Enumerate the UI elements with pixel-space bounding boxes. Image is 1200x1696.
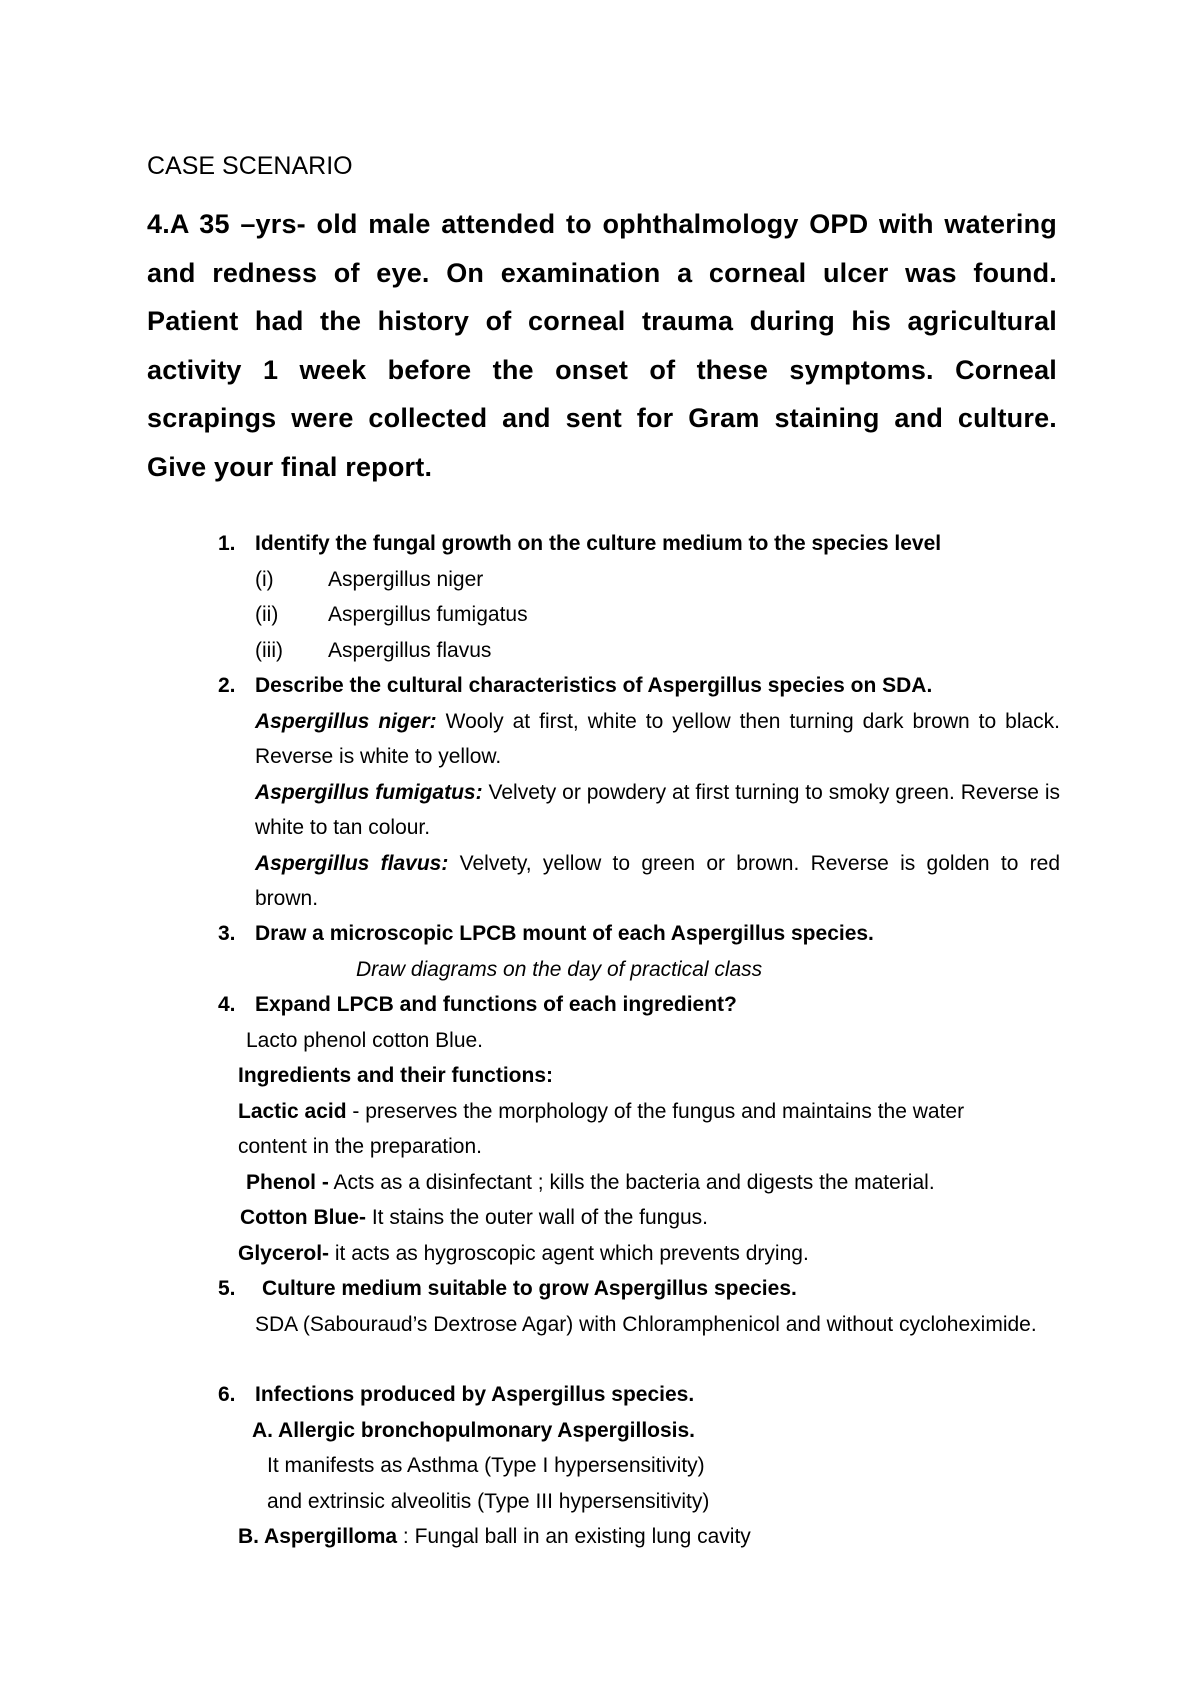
option-number: (ii) xyxy=(255,603,279,626)
ingredient-label: Lactic acid xyxy=(238,1099,347,1123)
ingredient-function: It stains the outer wall of the fungus. xyxy=(365,1206,709,1229)
infection-a-line: and extrinsic alveolitis (Type III hypersensitivity) xyxy=(267,1489,710,1513)
question-number: 1. xyxy=(218,532,236,555)
ingredients-heading: Ingredients and their functions: xyxy=(238,1064,554,1087)
question-number: 2. xyxy=(218,674,236,697)
phenol-line xyxy=(246,1165,935,1201)
question-4 xyxy=(0,987,1200,1271)
list-item xyxy=(0,633,1200,669)
infection-b-text: : Fungal ball in an existing lung cavity xyxy=(397,1525,751,1548)
species-description: Velvety, yellow to green or brown. Reverse is golden to red brown. xyxy=(255,851,1061,910)
cotton-blue-line xyxy=(240,1200,708,1236)
question-text: Draw a microscopic LPCB mount of each Aspergillus species. xyxy=(255,922,874,945)
page-heading: CASE SCENARIO xyxy=(147,152,353,180)
option-number: (i) xyxy=(255,567,274,591)
list-item xyxy=(0,597,1200,633)
ingredient-label: Glycerol- xyxy=(238,1241,330,1265)
option-text: Aspergillus flavus xyxy=(328,638,492,662)
question-text: Describe the cultural characteristics of Aspergillus species on SDA. xyxy=(255,674,933,697)
infection-a-line: It manifests as Asthma (Type I hypersensitivity) xyxy=(267,1454,705,1477)
list-item xyxy=(0,562,1200,598)
ingredient-label: Cotton Blue- xyxy=(240,1206,366,1229)
question-number: 6. xyxy=(218,1383,236,1406)
question-text: Identify the fungal growth on the culture medium to the species level xyxy=(255,532,942,555)
glycerol-line xyxy=(238,1236,809,1272)
species-label: Aspergillus fumigatus: xyxy=(255,780,483,804)
ingredient-function: Acts as a disinfectant ; kills the bacteria and digests the material. xyxy=(328,1170,935,1194)
option-text: Aspergillus niger xyxy=(328,567,484,591)
ingredient-function-continued: content in the preparation. xyxy=(238,1135,483,1158)
ingredient-function: it acts as hygroscopic agent which prevents drying. xyxy=(329,1241,809,1265)
species-description: Velvety or powdery at first turning to smoky green. Reverse is white to tan colour. xyxy=(255,780,1061,839)
question-2 xyxy=(0,668,1200,917)
question-1 xyxy=(0,526,1200,668)
answer-paragraph-flavus xyxy=(255,846,1060,917)
answer-paragraph: SDA (Sabouraud’s Dextrose Agar) with Chloramphenicol and without cycloheximide. xyxy=(255,1312,1037,1336)
species-label: Aspergillus flavus: xyxy=(255,851,449,875)
infection-b-line xyxy=(238,1519,751,1555)
answer-text: Draw diagrams on the day of practical class xyxy=(356,957,763,981)
lpcb-expansion: Lacto phenol cotton Blue. xyxy=(246,1028,484,1052)
question-6 xyxy=(0,1377,1200,1555)
infection-b-label: B. Aspergilloma xyxy=(238,1525,398,1548)
question-number: 5. xyxy=(218,1277,236,1300)
option-number: (iii) xyxy=(255,638,283,662)
question-text: Infections produced by Aspergillus species. xyxy=(255,1383,695,1406)
species-label: Aspergillus niger: xyxy=(255,709,437,733)
case-description: 4.A 35 –yrs- old male attended to ophthalmology OPD with watering and redness of eye. On examination a corneal ulcer was found. Patient had the history of corneal trauma during his agricultural activity 1 week before the onset of these symptoms. Corneal scrapings were collected and sent for Gram staining and culture. Give your final report. xyxy=(147,209,1057,482)
question-5 xyxy=(0,1271,1200,1378)
ingredient-function: - preserves the morphology of the fungus and maintains the water xyxy=(346,1099,965,1123)
question-number: 3. xyxy=(218,922,236,945)
question-text: Culture medium suitable to grow Aspergillus species. xyxy=(262,1277,797,1300)
answer-paragraph-niger xyxy=(255,704,1060,775)
species-description: Wooly at first, white to yellow then turning dark brown to black. Reverse is white to yellow. xyxy=(255,709,1060,768)
question-number: 4. xyxy=(218,993,236,1016)
option-text: Aspergillus fumigatus xyxy=(328,603,528,626)
ingredient-label: Phenol - xyxy=(246,1170,329,1194)
infection-a-title: A. Allergic bronchopulmonary Aspergillosis. xyxy=(252,1418,696,1442)
question-text: Expand LPCB and functions of each ingredient? xyxy=(255,993,737,1016)
answer-paragraph-fumigatus xyxy=(255,775,1060,846)
question-3 xyxy=(0,916,1200,987)
lactic-acid-line xyxy=(238,1094,964,1130)
